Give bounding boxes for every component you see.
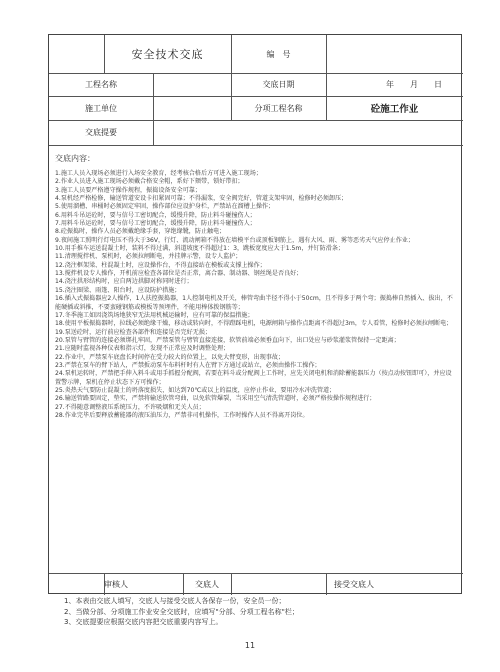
footnotes — [64, 596, 464, 628]
row-divider — [49, 145, 463, 146]
reviewer-label: 审核人 — [104, 579, 128, 589]
unit-field[interactable] — [153, 96, 231, 120]
footnote-item: 2、当做分部、分项施工作业安全交底时，应填写"分部、分项工程名称"栏； — [64, 607, 299, 616]
content-item: 21.应随时监视各种仪表和指示灯，发现不正常应及时调整处理； — [55, 345, 230, 353]
summary-field[interactable] — [153, 120, 463, 145]
date-label: 交底日期 — [262, 80, 295, 89]
content-item: 12.浇注框架梁、柱混凝土时，应设操作台，不得直接站在模板或支撑上操作； — [55, 261, 266, 269]
content-item: 17.冬季施工如因浇筑场地狭窄无法用机械运输时，应有可靠的保温措施； — [55, 311, 254, 319]
content-item: 20.泵管与臂管的连接必须绑扎牢固，严禁泵管与臂管直接连接，软管前端必须垂直向下，出口处应与砂浆灌浆管保持一定距离； — [55, 336, 400, 344]
discloser-signature[interactable] — [231, 573, 326, 595]
content-item: 26.输送管路要固定，垫实，严禁将输送软管弯曲，以免软管爆裂，当采用空气清洗管道时，必须严格按操作规程进行； — [55, 395, 376, 403]
content-item: 10.用手推车运送混凝土时，装料不得过满，斜道坡度不得超过1：3，跳板宽度应大于1.5m，并钉防滑条； — [55, 245, 345, 253]
content-item: 14.浇注拱形结构时，应自两边拱脚对称同时进行； — [55, 278, 193, 286]
code-field[interactable] — [326, 35, 463, 73]
receiver-label: 接受交底人 — [334, 579, 374, 589]
content-item: 5.使用溜槽、串桶时必须固定牢固，操作部位应设护身栏，严禁站在溜槽上操作； — [55, 203, 275, 211]
content-item: 9.夜间施工照明行灯电压不得大于36V，行灯、流动闸箱不得放在墙模平台或顶板钢筋上，遇有大风、雨、雾等恶劣天气应停止作业； — [55, 236, 414, 244]
form-title: 安全技术交底 — [131, 48, 204, 61]
content-item: 19.泵送砼时，运行前应检查各部件和连接是否完好无损； — [55, 328, 211, 336]
subproject-value[interactable]: 砼施工作业 — [370, 104, 419, 115]
summary-label: 交底提要 — [85, 128, 117, 137]
code-label: 编 号 — [266, 49, 291, 59]
content-item: 8.砼振捣时，操作人员必须戴绝缘手套，穿绝缘靴，防止触电； — [55, 228, 226, 236]
content-item: 22.作业中，严禁泵车底盘长时间停在受力较大的位置上，以免大臂变形，出现事故； — [55, 353, 285, 361]
content-list — [55, 170, 457, 420]
project-label: 工程名称 — [85, 80, 117, 89]
content-item: 28.作业完毕后要释放蓄能器的液压油压力，严禁非司机操作，工作时操作人员不得离开岗位。 — [55, 411, 309, 419]
disclosure-form — [48, 34, 462, 594]
content-item: 1.施工人员入现场必须进行入场安全教育，经考核合格后方可进入施工现场； — [55, 170, 262, 177]
footnote-item: 1、本表由交底人填写，交底人与接受交底人各保存一份，安全员一份； — [64, 597, 286, 605]
content-item: 25.炎热天气要防止混凝土的坍落度损失，如达到70℃或以上的温度，应停止作业，要用冷水冲洗管道； — [55, 386, 336, 394]
unit-label: 施工单位 — [85, 103, 117, 113]
content-item: 18.使用平板振捣器时，拉线必须绝缘干燥，移动或转向时，不得蹬踩电机，电源闸箱与操作点距离不得超过3m，专人看管，检修时必须拉闸断电； — [55, 320, 453, 328]
content-item: 7.用料斗吊运砼时，要与信号工密切配合，缓慢升降，防止料斗碰撞伤人； — [55, 220, 256, 228]
content-item: 6.用料斗吊运砼时，要与信号工密切配合，缓慢升降，防止料斗碰撞伤人； — [55, 211, 256, 219]
project-field[interactable] — [153, 73, 231, 96]
content-item: 23.严禁在泵车的臂下站人，严禁扳动泵车布料杆时有人在臂下方通过或站立，必须由操作工操作； — [55, 361, 321, 369]
discloser-label: 交底人 — [195, 579, 219, 589]
content-item: 3.施工人员要严格遵守操作规程，振捣设备安全可靠； — [55, 186, 201, 194]
content-item: 24.泵机运转时，严禁把手伸入料斗或用手抓握分配阀，若要在料斗或分配阀上工作时，应先关闭电机和消除蓄能器压力（按点动按钮即可），并应设置警示牌，泵机在停止状态下方可操作； — [55, 370, 452, 386]
footnote-item: 3、交底提要应根据交底内容把交底重要内容写上。 — [64, 618, 223, 626]
content-item: 11.清理搅拌机、泵机时，必须拉闸断电，并挂牌示警，设专人监护； — [55, 253, 242, 261]
date-field[interactable]: 年 月 日 — [386, 80, 442, 89]
content-item: 2.作业人员进入施工现场必须戴合格安全帽，系好下颏带，锁好带扣； — [55, 178, 244, 186]
content-item: 16.插入式振捣器应2人操作，1人扶控振捣器，1人控制电机及开关，棒管弯曲半径不得小于50cm，且不得多于两个弯；振捣棒自然插入、拔出，不能硬插或斜推，不要蛮碰钢筋或模板等预埋件，不能用棒体拨钢筋等； — [55, 295, 453, 311]
content-heading: 交底内容： — [55, 154, 95, 163]
content-item: 15.浇注圈梁、雨篷、阳台时，应设防护措施； — [55, 286, 181, 294]
subproject-label: 分项工程名称 — [254, 103, 303, 113]
content-item: 4.泵机经严格检修，输送管道安设卡扣紧固可靠；不得漏浆，安全阀完好，管道支架牢固，检修时必须卸压； — [55, 195, 348, 203]
content-item: 13.搅拌机设专人操作，开机前应检查各部位是否正常，离合器、制动器、钢丝绳是否良好； — [55, 270, 303, 278]
content-item: 27.不得随意调整液压系统压力，不许吸烟和无关人员； — [55, 403, 205, 411]
page-number: 11 — [244, 641, 256, 650]
